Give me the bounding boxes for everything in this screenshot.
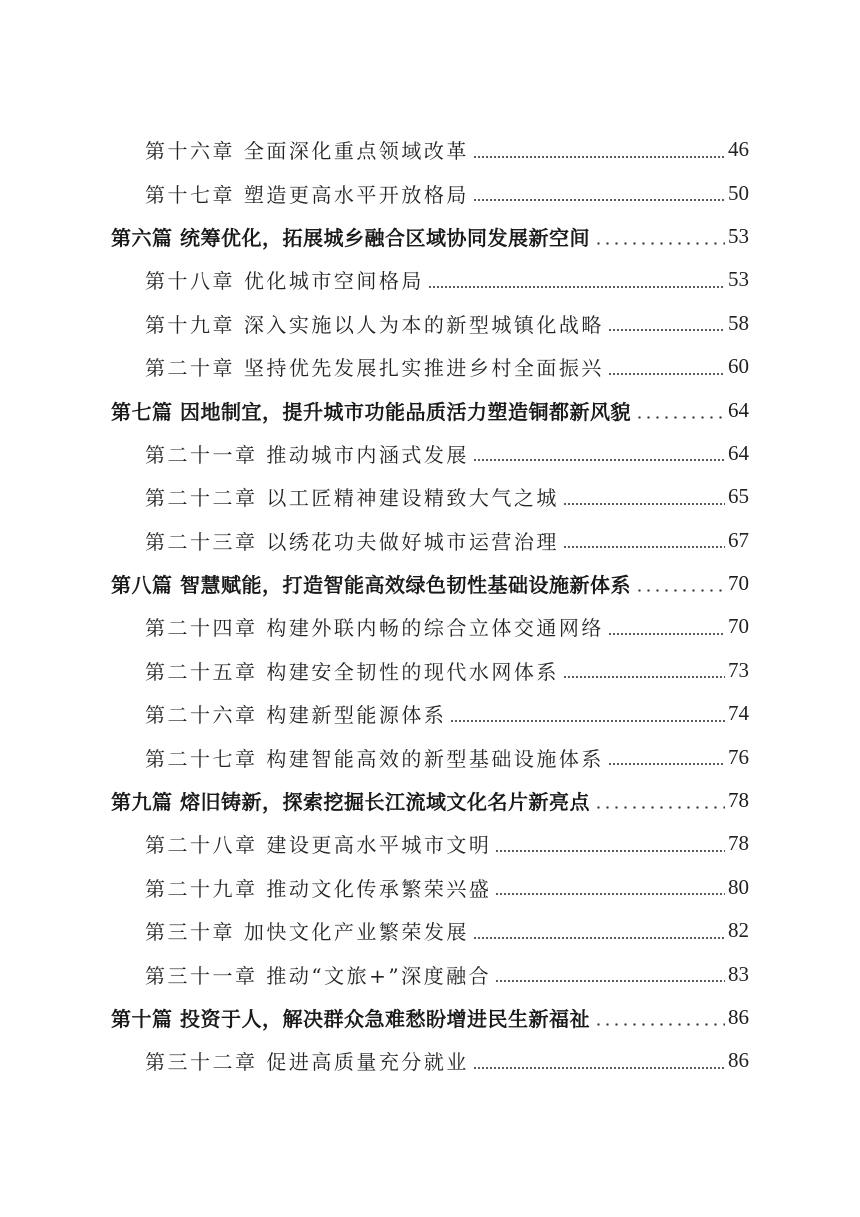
toc-entry-title: 第十七章 塑造更高水平开放格局 xyxy=(145,182,469,207)
toc-page-number: 64 xyxy=(728,440,749,465)
toc-chapter-entry[interactable] xyxy=(0,345,860,388)
toc-page-number: 76 xyxy=(728,744,749,769)
toc-entry-title: 第三十二章 促进高质量充分就业 xyxy=(145,1050,469,1075)
dot-leader xyxy=(608,763,725,765)
toc-page-number: 70 xyxy=(728,614,749,639)
toc-entry-title: 第六篇 统筹优化，拓展城乡融合区域协同发展新空间 xyxy=(111,225,590,250)
dot-leader xyxy=(563,503,725,505)
dot-leader xyxy=(495,893,725,895)
toc-entry-title: 第二十一章 推动城市内涵式发展 xyxy=(145,442,469,467)
dot-leader xyxy=(473,459,725,461)
dot-leader xyxy=(473,937,725,939)
toc-entry-title: 第九篇 熔旧铸新，探索挖掘长江流域文化名片新亮点 xyxy=(111,790,590,815)
toc-chapter-entry[interactable] xyxy=(0,519,860,562)
toc-entry-title: 第二十六章 构建新型能源体系 xyxy=(145,703,447,728)
toc-entry-title: 第二十二章 以工匠精神建设精致大气之城 xyxy=(145,486,559,511)
toc-page-number: 78 xyxy=(728,788,749,813)
toc-page-number: 64 xyxy=(728,397,749,422)
dot-leader xyxy=(608,633,725,635)
toc-part-entry[interactable] xyxy=(0,562,860,605)
toc-page-number: 50 xyxy=(728,180,749,205)
toc-entry-title: 第十八章 优化城市空间格局 xyxy=(145,269,424,294)
toc-page-number: 82 xyxy=(728,918,749,943)
dot-leader xyxy=(594,242,725,245)
toc-entry-title: 第十九章 深入实施以人为本的新型城镇化战略 xyxy=(145,312,604,337)
toc-page-number: 78 xyxy=(728,831,749,856)
toc-entry-title: 第二十七章 构建智能高效的新型基础设施体系 xyxy=(145,746,604,771)
toc-entry-title: 第二十九章 推动文化传承繁荣兴盛 xyxy=(145,876,492,901)
toc-entry-title: 第十六章 全面深化重点领域改革 xyxy=(145,139,469,164)
toc-part-entry[interactable] xyxy=(0,388,860,431)
dot-leader xyxy=(473,156,725,158)
dot-leader xyxy=(495,980,725,982)
toc-page-number: 53 xyxy=(728,223,749,248)
toc-entry-title: 第三十一章 推动“文旅+”深度融合 xyxy=(145,963,492,988)
toc-chapter-entry[interactable] xyxy=(0,432,860,475)
toc-page-number: 83 xyxy=(728,961,749,986)
toc-page-number: 60 xyxy=(728,354,749,379)
toc-chapter-entry[interactable] xyxy=(0,649,860,692)
toc-entry-title: 第八篇 智慧赋能，打造智能高效绿色韧性基础设施新体系 xyxy=(111,573,631,598)
dot-leader xyxy=(473,199,725,201)
toc-page-number: 70 xyxy=(728,571,749,596)
toc-chapter-entry[interactable] xyxy=(0,475,860,518)
dot-leader xyxy=(563,546,725,548)
toc-page-number: 80 xyxy=(728,874,749,899)
toc-part-entry[interactable] xyxy=(0,779,860,822)
toc-chapter-entry[interactable] xyxy=(0,302,860,345)
dot-leader xyxy=(450,720,725,722)
dot-leader xyxy=(594,1023,725,1026)
toc-part-entry[interactable] xyxy=(0,996,860,1039)
toc-chapter-entry[interactable] xyxy=(0,692,860,735)
toc-chapter-entry[interactable] xyxy=(0,258,860,301)
dot-leader xyxy=(473,1067,725,1069)
dot-leader xyxy=(608,373,725,375)
toc-page-number: 58 xyxy=(728,310,749,335)
toc-entry-title: 第二十八章 建设更高水平城市文明 xyxy=(145,833,492,858)
toc-page-number: 86 xyxy=(728,1048,749,1073)
dot-leader xyxy=(495,850,725,852)
dot-leader xyxy=(635,416,725,419)
toc-chapter-entry[interactable] xyxy=(0,866,860,909)
dot-leader xyxy=(594,806,725,809)
toc-entry-title: 第二十五章 构建安全韧性的现代水网体系 xyxy=(145,659,559,684)
toc-page-number: 65 xyxy=(728,484,749,509)
dot-leader xyxy=(608,329,725,331)
toc-chapter-entry[interactable] xyxy=(0,952,860,995)
toc-chapter-entry[interactable] xyxy=(0,605,860,648)
table-of-contents xyxy=(0,128,860,1083)
dot-leader xyxy=(428,286,725,288)
toc-chapter-entry[interactable] xyxy=(0,1039,860,1082)
toc-entry-title: 第十篇 投资于人，解决群众急难愁盼增进民生新福祉 xyxy=(111,1007,590,1031)
dot-leader xyxy=(635,589,725,592)
toc-entry-title: 第二十三章 以绣花功夫做好城市运营治理 xyxy=(145,529,559,554)
toc-chapter-entry[interactable] xyxy=(0,128,860,171)
toc-entry-title: 第二十四章 构建外联内畅的综合立体交通网络 xyxy=(145,616,604,641)
toc-page-number: 74 xyxy=(728,701,749,726)
toc-page-number: 46 xyxy=(728,137,749,162)
toc-entry-title: 第七篇 因地制宜，提升城市功能品质活力塑造铜都新风貌 xyxy=(111,399,631,424)
toc-page-number: 73 xyxy=(728,657,749,682)
toc-page-number: 53 xyxy=(728,267,749,292)
toc-page-number: 86 xyxy=(728,1005,749,1029)
toc-chapter-entry[interactable] xyxy=(0,171,860,214)
toc-page-number: 67 xyxy=(728,527,749,552)
dot-leader xyxy=(563,676,725,678)
toc-entry-title: 第三十章 加快文化产业繁荣发展 xyxy=(145,920,469,945)
toc-chapter-entry[interactable] xyxy=(0,735,860,778)
toc-chapter-entry[interactable] xyxy=(0,909,860,952)
toc-entry-title: 第二十章 坚持优先发展扎实推进乡村全面振兴 xyxy=(145,356,604,381)
toc-chapter-entry[interactable] xyxy=(0,822,860,865)
toc-part-entry[interactable] xyxy=(0,215,860,258)
